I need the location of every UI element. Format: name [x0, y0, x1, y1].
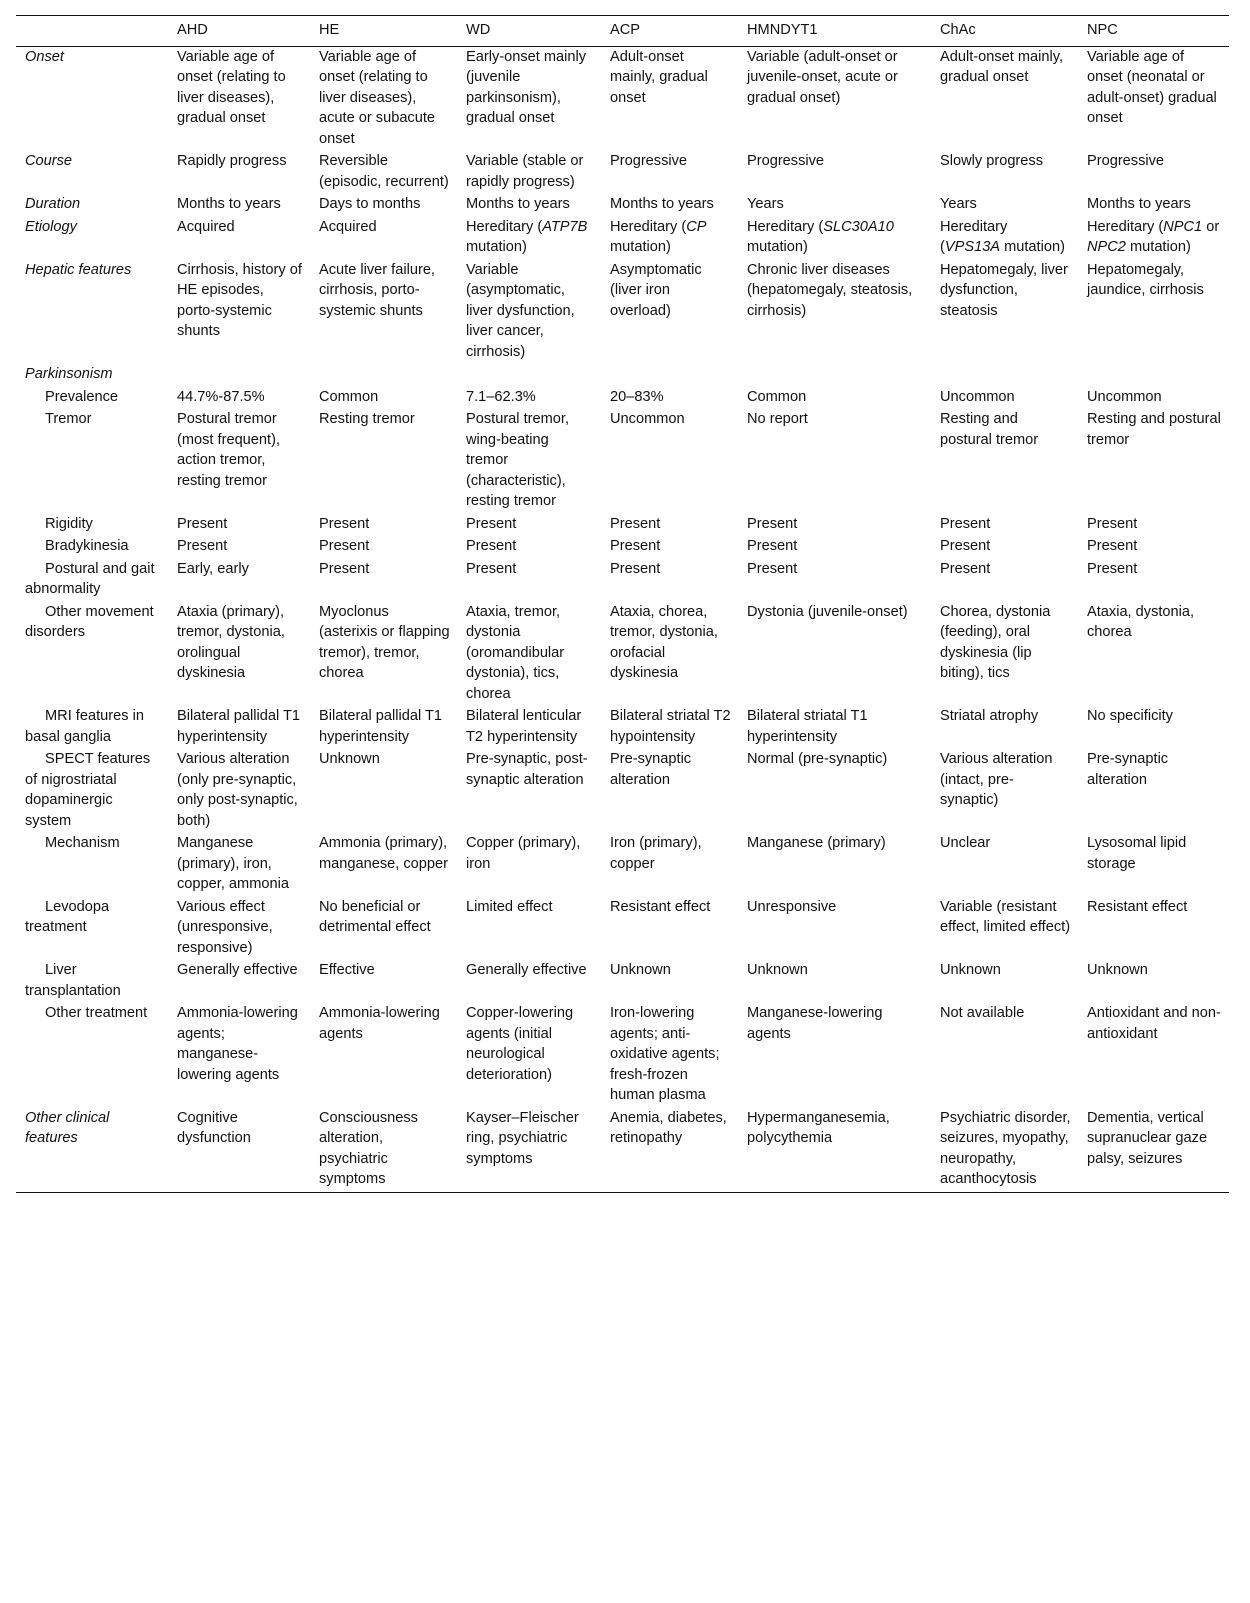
table-cell — [311, 364, 458, 387]
row-label: Tremor — [45, 411, 92, 427]
table-cell: Cognitive dysfunction — [169, 1108, 311, 1193]
table-cell: Present — [1087, 515, 1138, 532]
table-cell: Variable (resistant effect, limited effect) — [940, 898, 1071, 935]
table-cell: Myoclonus (asterixis or flapping tremor), tremor, chorea — [319, 603, 450, 681]
table-cell: Uncommon — [1087, 388, 1162, 405]
table-cell: Hereditary (VPS13A mutation) — [940, 218, 1065, 255]
table-body — [16, 46, 1229, 1192]
table-cell: Variable (adult-onset or juvenile-onset, acute or gradual onset) — [747, 48, 898, 106]
row-label: Parkinsonism — [25, 366, 113, 382]
table-cell: 20–83% — [610, 388, 664, 405]
table-cell: Present — [610, 560, 661, 577]
row-label: Rigidity — [45, 515, 93, 532]
table-row — [16, 514, 1229, 537]
table-row — [16, 897, 1229, 961]
table-cell: Lysosomal lipid storage — [1087, 835, 1187, 872]
table-cell: Ammonia-lowering agents — [319, 1005, 440, 1042]
table-cell: Present — [940, 538, 991, 554]
table-cell: Present — [940, 515, 991, 532]
table-cell: No report — [747, 411, 808, 427]
header-cell-ahd: AHD — [169, 16, 311, 47]
header-cell-acp: ACP — [602, 16, 739, 47]
table-cell: Copper (primary), iron — [466, 835, 581, 872]
table-cell: Anemia, diabetes, retinopathy — [602, 1108, 739, 1193]
table-cell: Acquired — [319, 218, 377, 235]
table-cell: Normal (pre-synaptic) — [747, 751, 888, 767]
table-cell: Hereditary (NPC1 or NPC2 mutation) — [1087, 218, 1220, 255]
table-row — [16, 960, 1229, 1003]
table-cell: Consciousness alteration, psychiatric symptoms — [311, 1108, 458, 1193]
table-cell: Ataxia (primary), tremor, dystonia, orolingual dyskinesia — [177, 603, 285, 681]
table-cell: Iron (primary), copper — [610, 835, 702, 872]
table-row — [16, 749, 1229, 833]
table-cell: Present — [319, 560, 370, 577]
table-cell: Common — [747, 388, 807, 405]
table-cell: Present — [466, 515, 517, 532]
table-row — [16, 409, 1229, 514]
row-label: Liver transplantation — [25, 962, 121, 999]
table-cell: Ammonia-lowering agents; manganese-lowering agents — [177, 1005, 298, 1083]
table-cell: Present — [466, 538, 517, 554]
table-cell: Bilateral pallidal T1 hyperintensity — [177, 708, 301, 745]
table-cell: Limited effect — [466, 898, 553, 915]
table-cell: Various alteration (only pre-synaptic, only post-synaptic, both) — [177, 751, 298, 829]
table-cell: 7.1–62.3% — [466, 388, 536, 405]
header-cell-hmndyt1: HMNDYT1 — [739, 16, 932, 47]
table-row — [16, 1003, 1229, 1108]
table-cell: Dementia, vertical supranuclear gaze palsy, seizures — [1079, 1108, 1229, 1193]
table-cell: Hepatomegaly, jaundice, cirrhosis — [1087, 261, 1204, 298]
table-cell: Years — [940, 196, 977, 212]
table-cell: Resistant effect — [1087, 898, 1188, 915]
table-cell: Adult-onset mainly, gradual onset — [940, 48, 1064, 85]
table-cell: Uncommon — [940, 388, 1015, 405]
table-cell: Bilateral pallidal T1 hyperintensity — [319, 708, 443, 745]
table-cell: Generally effective — [177, 962, 298, 978]
table-cell: Present — [1087, 538, 1138, 554]
table-cell: Present — [319, 538, 370, 554]
table-cell: Resting and postural tremor — [940, 411, 1039, 448]
table-cell: Acute liver failure, cirrhosis, porto-systemic shunts — [319, 261, 435, 319]
table-row — [16, 559, 1229, 602]
table-cell: Ataxia, dystonia, chorea — [1087, 603, 1195, 640]
table-cell: Variable (stable or rapidly progress) — [466, 153, 584, 190]
table-row — [16, 602, 1229, 707]
table-row — [16, 833, 1229, 897]
header-cell — [16, 16, 169, 47]
table-cell: Postural tremor (most frequent), action tremor, resting tremor — [177, 411, 281, 489]
table-cell — [932, 364, 1079, 387]
table-cell: Adult-onset mainly, gradual onset — [610, 48, 708, 106]
table-row — [16, 706, 1229, 749]
table-cell: Variable (asymptomatic, liver dysfunction, liver cancer, cirrhosis) — [466, 261, 575, 360]
table-cell: Early, early — [177, 560, 249, 577]
comparison-table-wrapper — [16, 15, 1229, 1193]
table-cell — [169, 364, 311, 387]
table-cell: Days to months — [319, 196, 421, 212]
table-cell: Hepatomegaly, liver dysfunction, steatosis — [940, 261, 1068, 319]
table-cell: Ataxia, tremor, dystonia (oromandibular dystonia), tics, chorea — [466, 603, 565, 702]
table-cell: Present — [747, 538, 798, 554]
table-cell: Rapidly progress — [177, 153, 287, 169]
table-cell: Copper-lowering agents (initial neurological deterioration) — [466, 1005, 574, 1083]
table-cell: Variable age of onset (relating to liver diseases), gradual onset — [177, 48, 286, 126]
table-cell: Ammonia (primary), manganese, copper — [319, 835, 448, 872]
table-cell: Resting tremor — [319, 411, 415, 427]
table-cell: Present — [610, 515, 661, 532]
table-cell: Resistant effect — [610, 898, 711, 915]
table-cell: Not available — [940, 1005, 1025, 1021]
row-label: Prevalence — [45, 388, 119, 405]
table-cell: No specificity — [1087, 708, 1173, 724]
row-label: Course — [25, 153, 73, 169]
table-cell: Various effect (unresponsive, responsive) — [177, 898, 273, 956]
table-cell: Unknown — [1087, 962, 1148, 978]
row-label: Duration — [25, 196, 81, 212]
table-row — [16, 217, 1229, 260]
table-cell: Unknown — [747, 962, 808, 978]
table-row — [16, 151, 1229, 194]
table-cell: Cirrhosis, history of HE episodes, porto-systemic shunts — [177, 261, 302, 339]
table-cell: Postural tremor, wing-beating tremor (characteristic), resting tremor — [466, 411, 570, 509]
table-cell: 44.7%-87.5% — [177, 388, 265, 405]
table-cell: Months to years — [610, 196, 714, 212]
table-cell — [739, 364, 932, 387]
table-cell: Pre-synaptic alteration — [610, 751, 692, 788]
table-cell: Present — [466, 560, 517, 577]
table-cell: Unclear — [940, 835, 991, 851]
table-cell: Acquired — [177, 218, 235, 235]
table-cell: Years — [747, 196, 784, 212]
table-cell: Various alteration (intact, pre-synaptic) — [940, 751, 1053, 808]
table-cell: Present — [940, 560, 991, 577]
table-cell: Resting and postural tremor — [1087, 411, 1221, 448]
table-cell: Hereditary (ATP7B mutation) — [466, 218, 588, 255]
table-cell — [1079, 364, 1229, 387]
header-cell-npc: NPC — [1079, 16, 1229, 47]
table-row — [16, 194, 1229, 217]
table-cell: Chorea, dystonia (feeding), oral dyskinesia (lip biting), tics — [940, 603, 1051, 681]
row-label: Other clinical features — [16, 1108, 169, 1193]
table-cell: Kayser–Fleischer ring, psychiatric symptoms — [458, 1108, 602, 1193]
table-cell: Common — [319, 388, 379, 405]
table-cell: Slowly progress — [940, 153, 1044, 169]
row-label: Other movement disorders — [25, 603, 154, 640]
row-label: Mechanism — [45, 835, 120, 851]
table-cell: Bilateral striatal T2 hypointensity — [610, 708, 731, 745]
table-cell: Chronic liver diseases (hepatomegaly, steatosis, cirrhosis) — [747, 261, 913, 319]
table-cell: Manganese (primary), iron, copper, ammonia — [177, 835, 289, 892]
table-cell: Hereditary (CP mutation) — [610, 218, 707, 255]
row-label: SPECT features of nigrostriatal dopaminergic system — [25, 751, 151, 829]
table-cell — [458, 364, 602, 387]
table-cell: Variable age of onset (neonatal or adult-onset) gradual onset — [1087, 48, 1217, 126]
table-cell: Psychiatric disorder, seizures, myopathy, neuropathy, acanthocytosis — [932, 1108, 1079, 1193]
header-row — [16, 16, 1229, 47]
table-cell: Present — [1087, 560, 1138, 577]
table-cell: Months to years — [466, 196, 570, 212]
table-cell: Progressive — [747, 153, 825, 169]
table-cell: Variable age of onset (relating to liver diseases), acute or subacute onset — [319, 48, 436, 147]
row-label: Other treatment — [45, 1005, 148, 1021]
row-label: Postural and gait abnormality — [25, 560, 155, 597]
table-cell: No beneficial or detrimental effect — [319, 898, 431, 935]
table-cell: Present — [177, 515, 228, 532]
row-label: Bradykinesia — [45, 538, 129, 554]
table-cell: Striatal atrophy — [940, 708, 1039, 724]
row-label: Hepatic features — [25, 261, 132, 278]
table-cell: Generally effective — [466, 962, 587, 978]
table-cell: Manganese-lowering agents — [747, 1005, 883, 1042]
table-cell: Uncommon — [610, 411, 685, 427]
table-cell: Dystonia (juvenile-onset) — [747, 603, 908, 620]
table-cell: Bilateral lenticular T2 hyperintensity — [466, 708, 582, 745]
table-cell: Months to years — [1087, 196, 1191, 212]
header-cell-he: HE — [311, 16, 458, 47]
header-cell-wd: WD — [458, 16, 602, 47]
table-cell: Present — [747, 560, 798, 577]
table-cell: Unknown — [940, 962, 1001, 978]
table-cell: Present — [319, 515, 370, 532]
table-cell: Months to years — [177, 196, 281, 212]
table-cell: Pre-synaptic alteration — [1087, 751, 1169, 788]
table-row — [16, 364, 1229, 387]
row-label: Levodopa treatment — [25, 898, 110, 935]
table-cell: Present — [747, 515, 798, 532]
table-cell: Iron-lowering agents; anti-oxidative agents; fresh-frozen human plasma — [610, 1005, 720, 1103]
table-row — [16, 1108, 1229, 1193]
table-cell: Manganese (primary) — [747, 835, 886, 851]
table-row — [16, 260, 1229, 365]
row-label: Onset — [25, 48, 64, 65]
table-cell: Hereditary (SLC30A10 mutation) — [747, 218, 894, 255]
table-cell: Progressive — [1087, 153, 1165, 169]
table-cell: Pre-synaptic, post-synaptic alteration — [466, 751, 588, 788]
table-cell: Unresponsive — [747, 898, 837, 915]
table-cell: Early-onset mainly (juvenile parkinsonism), gradual onset — [466, 48, 587, 126]
table-row — [16, 536, 1229, 559]
table-row — [16, 387, 1229, 410]
table-cell: Effective — [319, 962, 375, 978]
table-cell: Present — [610, 538, 661, 554]
table-cell: Unknown — [319, 751, 380, 767]
comparison-table — [16, 15, 1229, 1193]
table-cell: Asymptomatic (liver iron overload) — [610, 261, 702, 319]
row-label: MRI features in basal ganglia — [25, 708, 144, 745]
header-cell-chac: ChAc — [932, 16, 1079, 47]
table-cell: Antioxidant and non-antioxidant — [1087, 1005, 1221, 1042]
table-cell: Bilateral striatal T1 hyperintensity — [747, 708, 868, 745]
table-cell: Present — [177, 538, 228, 554]
table-cell: Ataxia, chorea, tremor, dystonia, orofacial dyskinesia — [610, 603, 718, 681]
table-cell: Unknown — [610, 962, 671, 978]
table-cell: Hypermanganesemia, polycythemia — [739, 1108, 932, 1193]
row-label: Etiology — [25, 218, 77, 235]
table-cell — [602, 364, 739, 387]
table-cell: Progressive — [610, 153, 688, 169]
table-cell: Reversible (episodic, recurrent) — [319, 153, 449, 190]
table-row — [16, 46, 1229, 151]
